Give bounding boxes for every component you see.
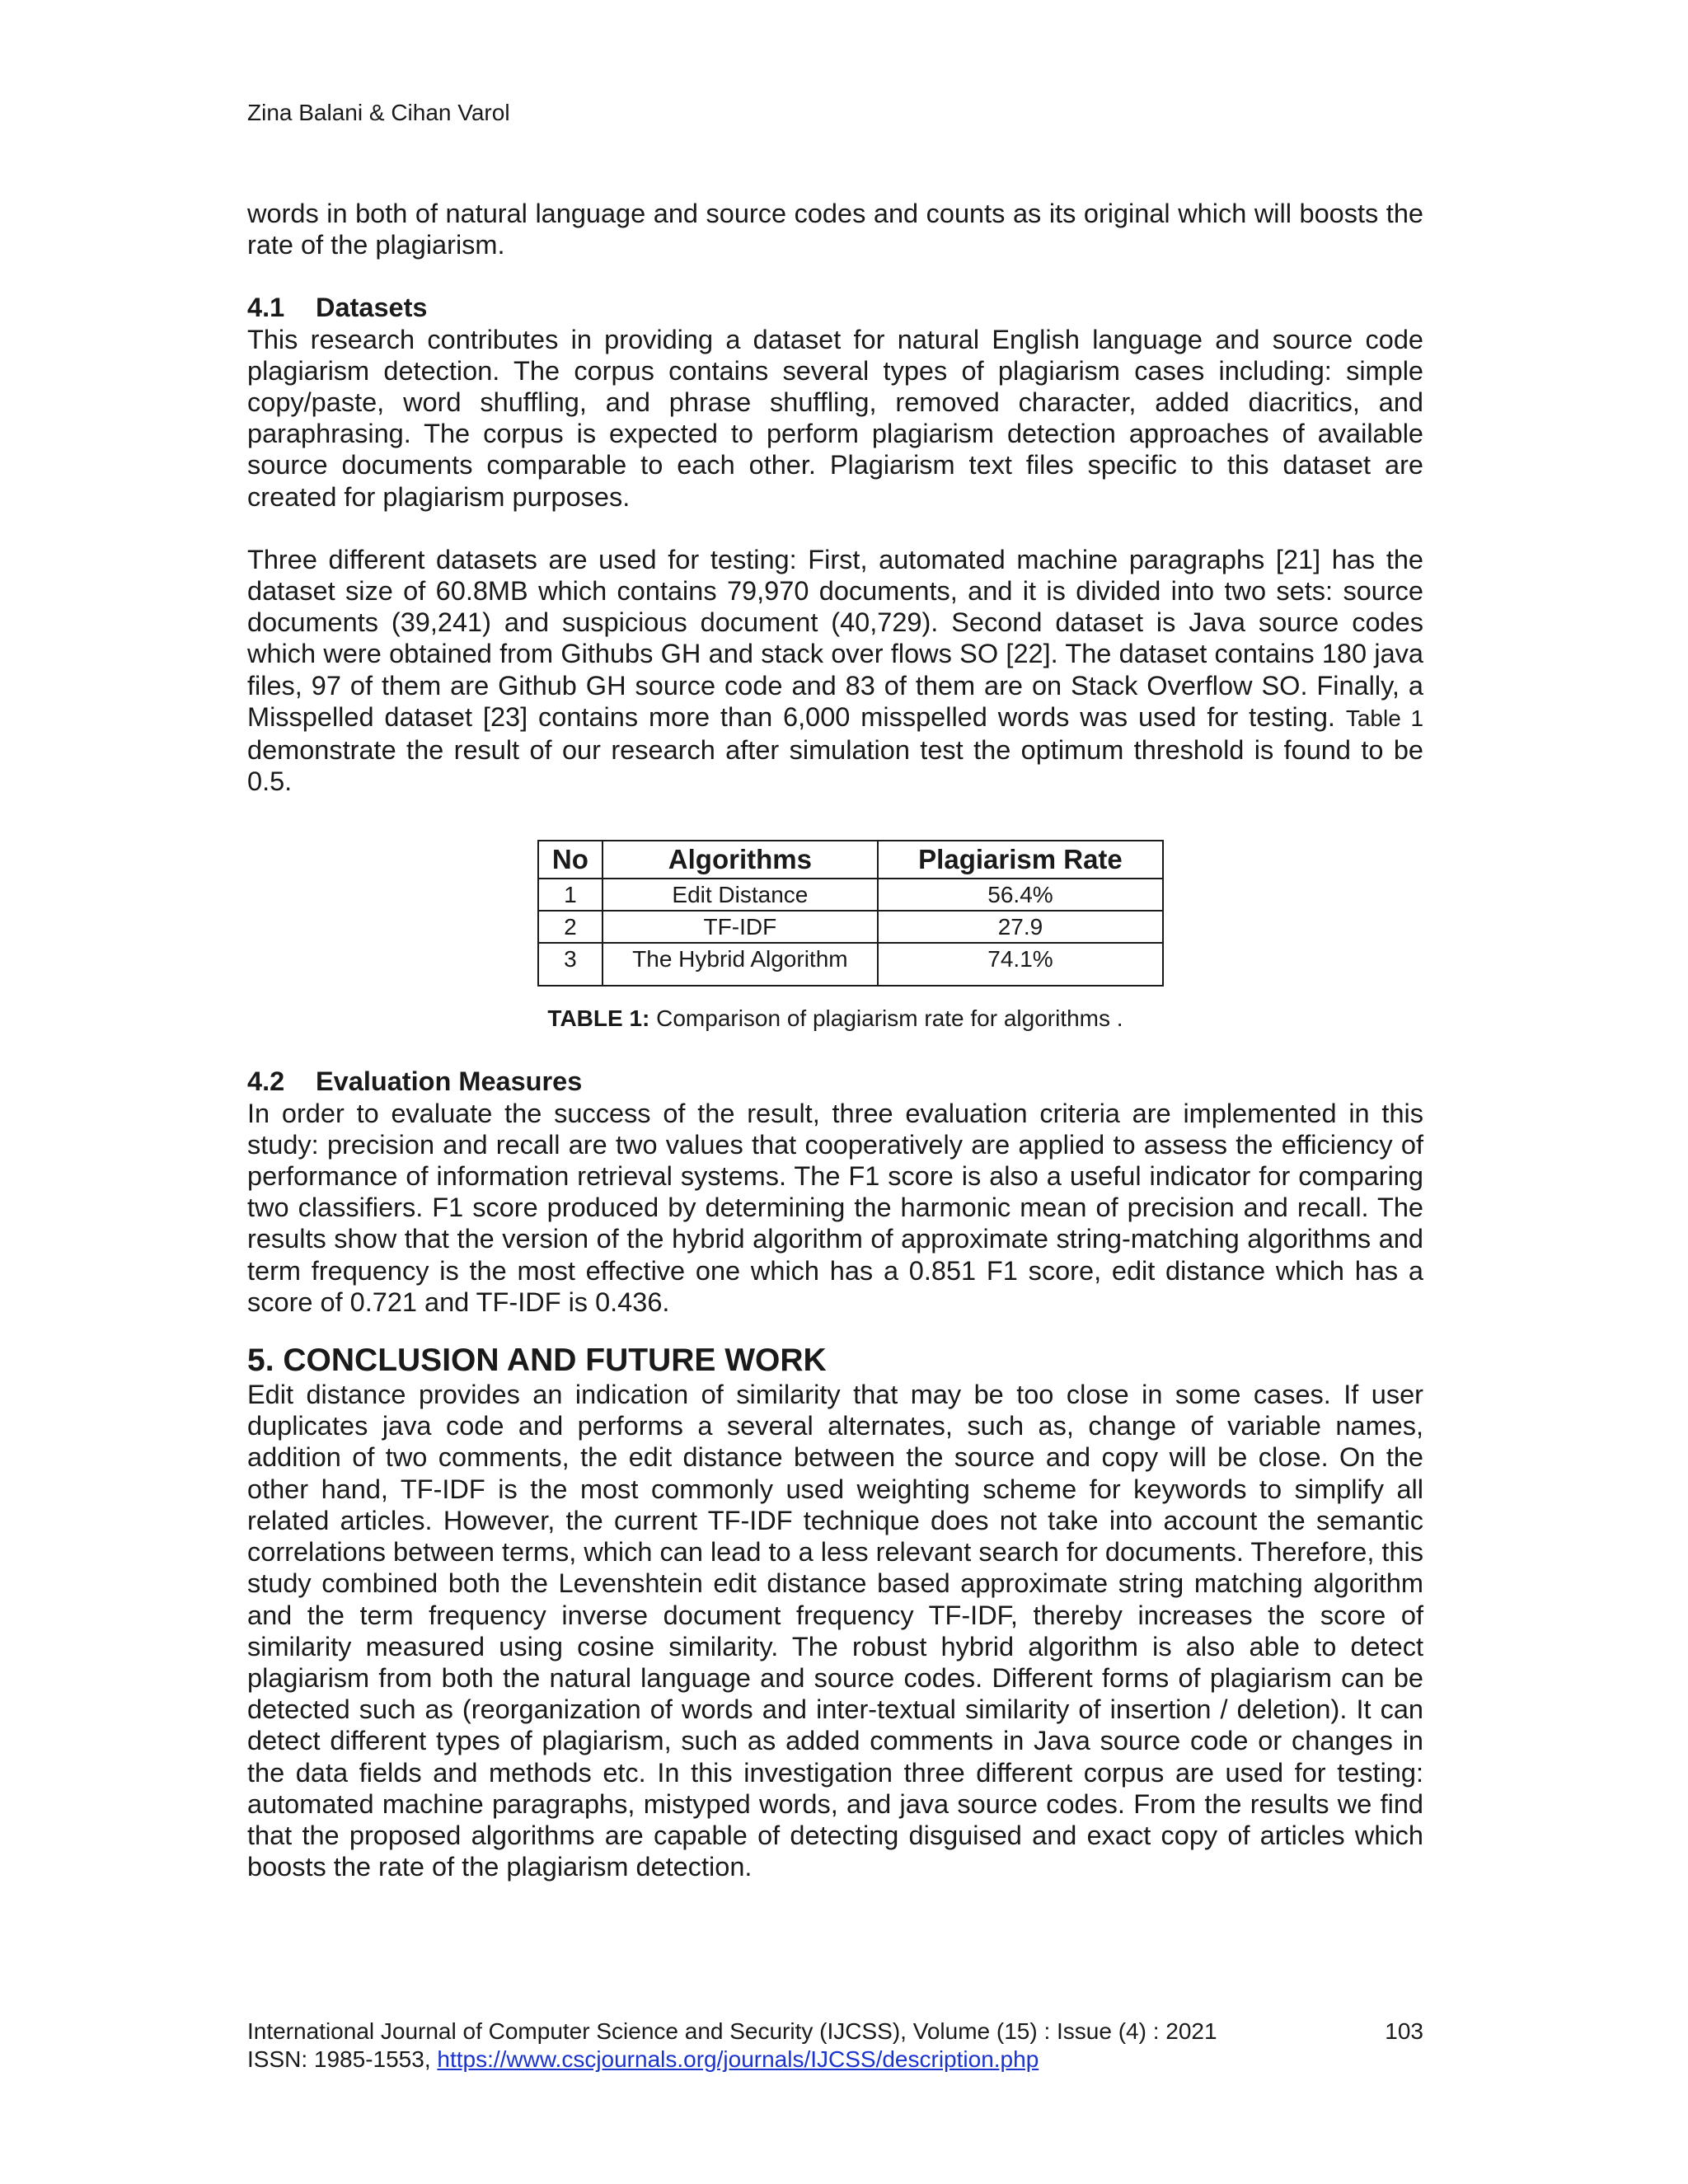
footer-issn: ISSN: 1985-1553, — [247, 2046, 431, 2072]
table-caption-text: Comparison of plagiarism rate for algorithms . — [656, 1005, 1123, 1032]
section-5-heading: 5. CONCLUSION AND FUTURE WORK — [247, 1343, 827, 1379]
section-4-1-heading — [247, 292, 1423, 323]
datasets-paragraph-2-part-a: Three different datasets are used for testing: First, automated machine paragraphs [21] has the dataset size of 60.8MB which contains 79,970 documents, and it is divided into two sets: source documents (39,241) and suspicious document (40,729). Second dataset is Java source codes which were obtained from Githubs GH and stack over flows SO [22]. The dataset contains 180 java files, 97 of them are Github GH source code and 83 of them are on Stack Overflow SO. Finally, a Misspelled dataset [23] contains more than 6,000 misspelled words was used for testing. — [247, 544, 1423, 732]
evaluation-paragraph: In order to evaluate the success of the result, three evaluation criteria are implemented in this study: precision and recall are two values that cooperatively are applied to assess the efficiency of performance of information retrieval systems. The F1 score is also a useful indicator for comparing two classifiers. F1 score produced by determining the harmonic mean of precision and recall. The results show that the version of the hybrid algorithm of approximate string-matching algorithms and term frequency is the most effective one which has a 0.851 F1 score, edit distance which has a score of 0.721 and TF-IDF is 0.436. — [247, 1098, 1423, 1317]
table-header-no: No — [538, 841, 603, 879]
table-cell-algorithm: Edit Distance — [603, 879, 878, 911]
table-header-algorithms: Algorithms — [603, 841, 878, 879]
conclusion-paragraph: Edit distance provides an indication of similarity that may be too close in some cases. If user duplicates java code and performs a several alternates, such as, change of variable names, addition of two comments, the edit distance between the source and copy will be close. On the other hand, TF-IDF is the most commonly used weighting scheme for keywords to simplify all related articles. However, the current TF-IDF technique does not take into account the semantic correlations between terms, which can lead to a less relevant search for documents. Therefore, this study combined both the Levenshtein edit distance based approximate string matching algorithm and the term frequency inverse document frequency TF-IDF, thereby increases the score of similarity measured using cosine similarity. The robust hybrid algorithm is also able to detect plagiarism from both the natural language and source codes. Different forms of plagiarism can be detected such as (reorganization of words and inter-textual similarity of insertion / deletion). It can detect different types of plagiarism, such as added comments in Java source code or changes in the data fields and methods etc. In this investigation three different corpus are used for testing: automated machine paragraphs, mistyped words, and java source codes. From the results we find that the proposed algorithms are capable of detecting disguised and exact copy of articles which boosts the rate of the plagiarism detection. — [247, 1380, 1423, 1882]
section-4-2-heading — [247, 1066, 1423, 1097]
datasets-paragraph-2-part-b: demonstrate the result of our research after simulation test the optimum threshold is found to be 0.5. — [247, 735, 1423, 797]
datasets-paragraph-2 — [247, 544, 1423, 798]
table-1-reference: Table 1 — [1345, 705, 1424, 731]
running-head-authors: Zina Balani & Cihan Varol — [247, 100, 510, 125]
table-cell-algorithm: TF-IDF — [603, 911, 878, 943]
table-row — [538, 943, 1163, 986]
table-cell-no: 1 — [538, 879, 603, 911]
intro-continuation-paragraph: words in both of natural language and source codes and counts as its original which will boosts the rate of the plagiarism. — [247, 199, 1423, 260]
table-cell-no: 2 — [538, 911, 603, 943]
footer-journal: International Journal of Computer Science and Security (IJCSS), Volume (15) : Issue (4) : 2021 — [247, 2018, 1217, 2044]
table-cell-algorithm: The Hybrid Algorithm — [603, 943, 878, 986]
footer-page-number: 103 — [1385, 2018, 1423, 2044]
page-content — [247, 198, 1423, 1882]
section-4-2-title: Evaluation Measures — [316, 1066, 583, 1097]
section-4-1-number: 4.1 — [247, 293, 285, 323]
results-table — [537, 840, 1164, 987]
table-header-row — [538, 841, 1163, 879]
datasets-paragraph-1: This research contributes in providing a dataset for natural English language and source code plagiarism detection. The corpus contains several types of plagiarism cases including: simple copy/paste, word shuffling, and phrase shuffling, removed character, added diacritics, and paraphrasing. The corpus is expected to perform plagiarism detection approaches of available source documents comparable to each other. Plagiarism text files specific to this dataset are created for plagiarism purposes. — [247, 324, 1423, 512]
table-header-plagiarism-rate: Plagiarism Rate — [878, 841, 1163, 879]
section-4-1-title: Datasets — [316, 293, 428, 323]
table-row — [538, 911, 1163, 943]
table-cell-rate: 56.4% — [878, 879, 1163, 911]
table-cell-no: 3 — [538, 943, 603, 986]
table-cell-rate: 27.9 — [878, 911, 1163, 943]
section-4-2-number: 4.2 — [247, 1066, 285, 1097]
table-caption — [247, 1005, 1423, 1033]
table-row — [538, 879, 1163, 911]
table-cell-rate: 74.1% — [878, 943, 1163, 986]
footer-journal-link[interactable]: https://www.cscjournals.org/journals/IJCSS/description.php — [437, 2046, 1039, 2072]
table-caption-label: TABLE 1: — [547, 1005, 650, 1032]
page-footer — [247, 2018, 1423, 2074]
